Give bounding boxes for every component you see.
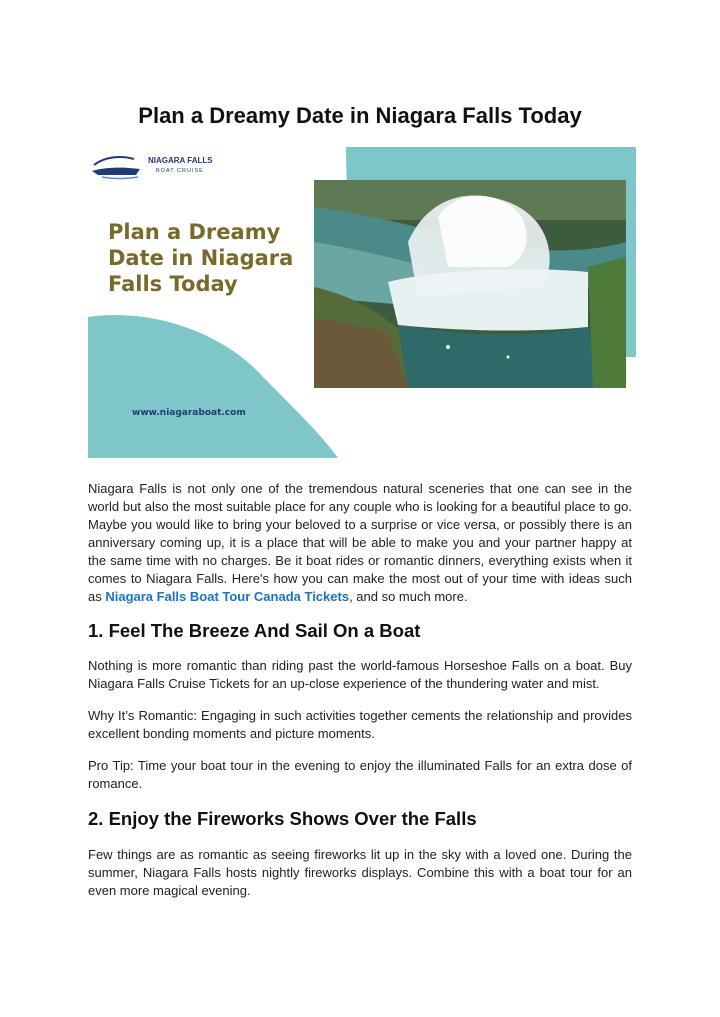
intro-text-end: , and so much more. (349, 589, 468, 604)
intro-text: Niagara Falls is not only one of the tremendous natural sceneries that one can see in the world but also the most suitable place for any couple who is looking for a beautiful place to go. Maybe you would like to bring your beloved to a surprise or vice versa, or possibly there is an anniversary coming up, it is a place that will be able to make you and your partner happy at the same time with no charges. Be it boat rides or romantic dinners, everything exists when it comes to Niagara Falls. Here's how you can make the most out of your time with ideas such as (88, 481, 632, 604)
logo-line2: BOAT CRUISE (156, 168, 204, 174)
section1-heading: 1. Feel The Breeze And Sail On a Boat (88, 620, 421, 641)
falls-photo (314, 180, 626, 388)
headline-line3: Falls Today (108, 272, 238, 296)
section2-para1: Few things are as romantic as seeing fireworks lit up in the sky with a loved one. During the summer, Niagara Falls hosts nightly fireworks displays. Combine this with a boat tour for an even more magical evening. (88, 847, 632, 898)
boat-tour-tickets-link[interactable]: Niagara Falls Boat Tour Canada Tickets (105, 589, 350, 604)
section1-para2: Why It’s Romantic: Engaging in such activities together cements the relationship and provides excellent bonding moments and picture moments. (88, 708, 632, 741)
headline-line1: Plan a Dreamy (108, 220, 281, 244)
website-url: www.niagaraboat.com (132, 408, 246, 418)
banner-image (88, 147, 636, 458)
page-title: Plan a Dreamy Date in Niagara Falls Today (138, 103, 582, 128)
boat-logo-icon (92, 157, 140, 179)
section1-para1: Nothing is more romantic than riding past the world-famous Horseshoe Falls on a boat. Buy Niagara Falls Cruise Tickets for an up-close experience of the thundering water and mist. (88, 658, 632, 691)
teal-shape-bottom (88, 315, 338, 458)
intro-paragraph (88, 480, 632, 606)
headline-line2: Date in Niagara (108, 246, 294, 270)
section2-heading: 2. Enjoy the Fireworks Shows Over the Falls (88, 808, 477, 829)
logo-line1: NIAGARA FALLS (148, 156, 213, 165)
section1-para3: Pro Tip: Time your boat tour in the evening to enjoy the illuminated Falls for an extra dose of romance. (88, 758, 632, 791)
